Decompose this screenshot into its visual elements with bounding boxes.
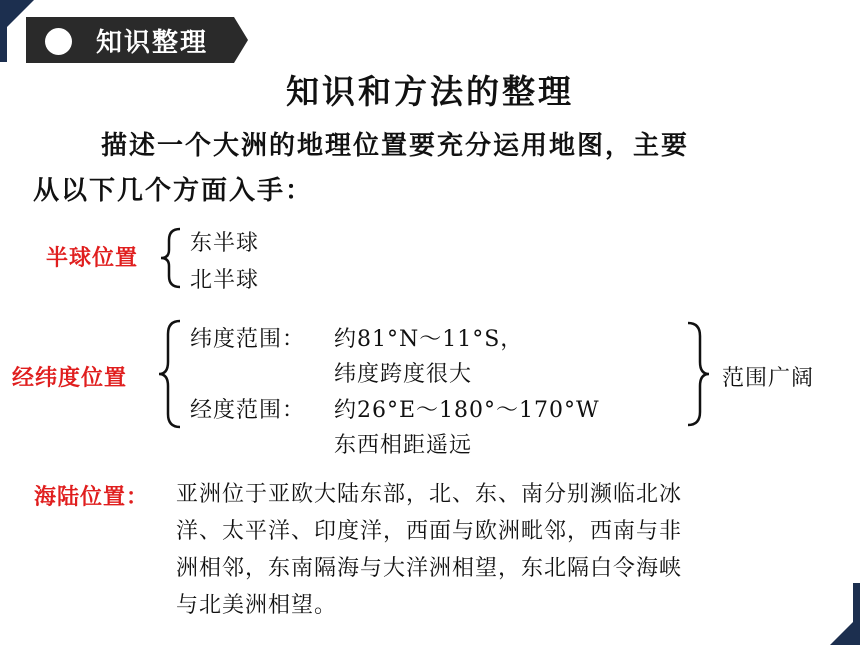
latitude-span-note: 纬度跨度很大 — [334, 362, 473, 387]
sealand-label: 海陆位置： — [34, 485, 150, 510]
intro-line-2: 从以下几个方面入手： — [33, 176, 314, 206]
hemisphere-item-north: 北半球 — [190, 268, 260, 293]
latitude-range-value: 约81°N～11°S， — [334, 327, 524, 352]
hemisphere-item-east: 东半球 — [190, 231, 260, 256]
circle-dot-icon — [45, 28, 72, 55]
page-title: 知识和方法的整理 — [286, 72, 574, 111]
sealand-description — [176, 476, 682, 624]
longitude-range-value: 约26°E～180°～170°W — [334, 398, 600, 423]
right-brace-icon — [682, 320, 712, 428]
corner-bar-top-left — [0, 0, 7, 62]
left-brace-icon — [158, 226, 186, 290]
longitude-span-note: 东西相距遥远 — [334, 433, 473, 458]
corner-bar-bottom-right — [853, 583, 860, 645]
sealand-line: 洲相邻，东南隔海与大洋洲相望，东北隔白令海峡 — [176, 556, 683, 581]
intro-paragraph — [33, 124, 823, 214]
sealand-line: 洋、太平洋、印度洋，西面与欧洲毗邻，西南与非 — [176, 519, 683, 544]
longitude-range-label: 经度范围： — [190, 398, 306, 423]
section-label-text: 知识整理 — [96, 28, 209, 58]
range-summary: 范围广阔 — [722, 366, 815, 391]
left-brace-icon — [156, 318, 186, 430]
latlon-label: 经纬度位置 — [12, 366, 128, 391]
intro-line-1: 描述一个大洲的地理位置要充分运用地图，主要 — [101, 131, 690, 161]
latitude-range-label: 纬度范围： — [190, 327, 306, 352]
hemisphere-label: 半球位置 — [46, 246, 139, 271]
sealand-line: 亚洲位于亚欧大陆东部，北、东、南分别濒临北冰 — [176, 482, 683, 507]
sealand-line: 与北美洲相望。 — [176, 593, 338, 618]
